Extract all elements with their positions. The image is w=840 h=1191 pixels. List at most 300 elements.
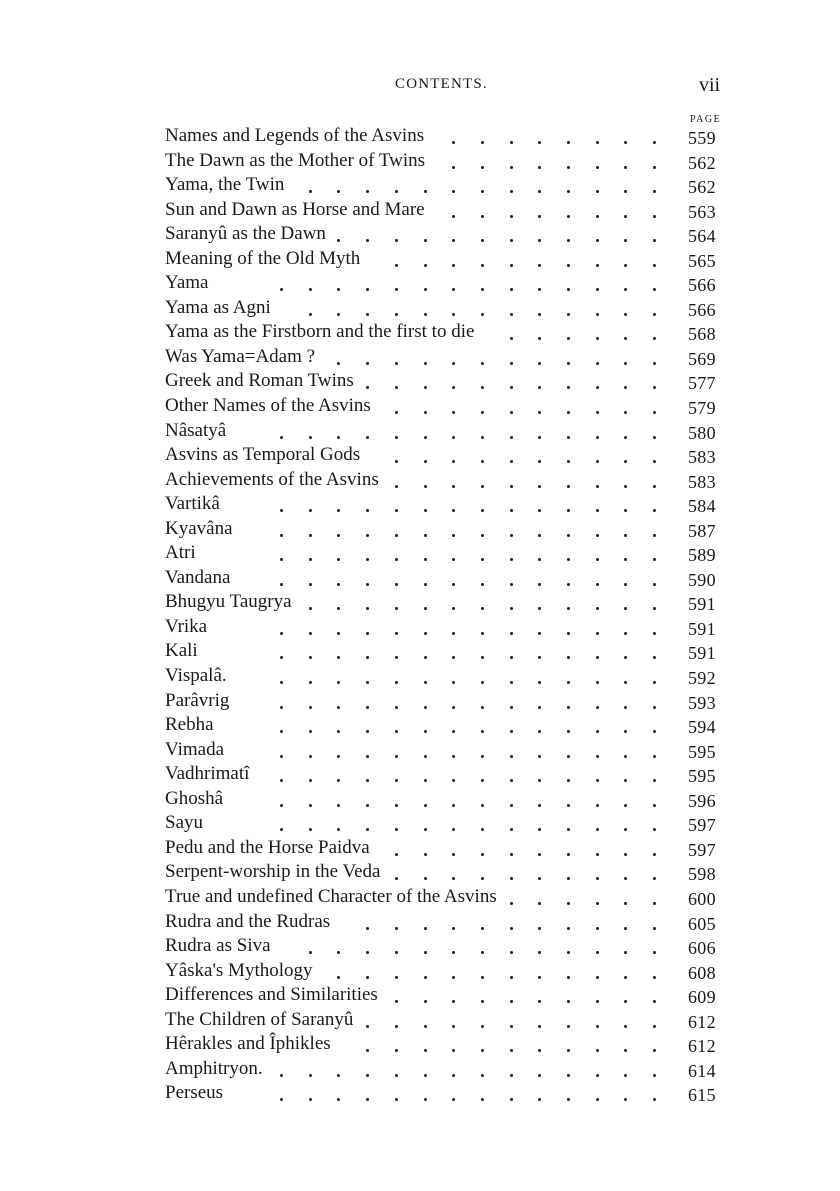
leader-dot <box>366 1049 369 1052</box>
leader-dot <box>452 558 455 561</box>
leader-dot <box>424 927 427 930</box>
leader-dot <box>366 828 369 831</box>
leader-dot <box>481 1000 484 1003</box>
leader-dot <box>452 828 455 831</box>
page-folio: vii <box>699 74 721 96</box>
leader-dot <box>538 215 541 218</box>
toc-entry <box>0 517 840 542</box>
dot-leaders <box>330 443 660 467</box>
leader-dot <box>395 558 398 561</box>
leader-dot <box>280 1074 283 1077</box>
leader-dot <box>653 902 656 905</box>
leader-dot <box>337 1074 340 1077</box>
entry-title: Greek and Roman Twins <box>165 370 354 392</box>
leader-dot <box>280 706 283 709</box>
leader-dot <box>452 976 455 979</box>
leader-dot <box>481 436 484 439</box>
leader-dot <box>366 976 369 979</box>
entry-title: Vispalâ. <box>165 665 227 687</box>
dot-leaders <box>330 1057 660 1081</box>
leader-dot <box>452 583 455 586</box>
leader-dot <box>424 436 427 439</box>
leader-dot <box>653 755 656 758</box>
leader-dot <box>481 1074 484 1077</box>
leader-dot <box>424 485 427 488</box>
leader-dot <box>624 681 627 684</box>
toc-entry <box>0 443 840 468</box>
toc-entry <box>0 959 840 984</box>
leader-dot <box>624 534 627 537</box>
leader-dot <box>624 583 627 586</box>
dot-leaders <box>330 173 660 197</box>
leader-dot <box>653 828 656 831</box>
leader-dot <box>280 804 283 807</box>
leader-dot <box>452 386 455 389</box>
toc-entry <box>0 689 840 714</box>
leader-dot <box>624 239 627 242</box>
leader-dot <box>653 927 656 930</box>
dot-leaders <box>330 271 660 295</box>
dot-leaders <box>330 885 660 909</box>
leader-dot <box>366 632 369 635</box>
leader-dot <box>624 853 627 856</box>
dot-leaders <box>330 517 660 541</box>
leader-dot <box>395 656 398 659</box>
leader-dot <box>395 485 398 488</box>
leader-dot <box>567 730 570 733</box>
leader-dot <box>481 656 484 659</box>
leader-dot <box>452 853 455 856</box>
leader-dot <box>624 1074 627 1077</box>
leader-dot <box>567 1000 570 1003</box>
entry-title: The Dawn as the Mother of Twins <box>165 149 426 171</box>
leader-dot <box>624 1098 627 1101</box>
entry-title: Hêrakles and Îphikles <box>165 1033 331 1055</box>
leader-dot <box>395 1049 398 1052</box>
dot-leaders <box>330 1032 660 1056</box>
leader-dot <box>653 558 656 561</box>
leader-dot <box>538 411 541 414</box>
entry-page-number: 566 <box>688 299 716 320</box>
entry-page-number: 597 <box>688 839 716 860</box>
leader-dot <box>510 1074 513 1077</box>
entry-page-number: 595 <box>688 741 716 762</box>
entry-title: Pedu and the Horse Paidva <box>165 836 370 858</box>
leader-dot <box>624 632 627 635</box>
leader-dot <box>481 828 484 831</box>
leader-dot <box>567 509 570 512</box>
leader-dot <box>624 779 627 782</box>
leader-dot <box>624 460 627 463</box>
leader-dot <box>366 1025 369 1028</box>
leader-dot <box>538 730 541 733</box>
leader-dot <box>424 190 427 193</box>
leader-dot <box>653 337 656 340</box>
leader-dot <box>395 951 398 954</box>
leader-dot <box>337 730 340 733</box>
leader-dot <box>653 411 656 414</box>
leader-dot <box>424 804 427 807</box>
leader-dot <box>596 337 599 340</box>
entry-page-number: 559 <box>688 128 716 148</box>
leader-dot <box>280 656 283 659</box>
entry-title: Serpent-worship in the Veda <box>165 861 381 883</box>
leader-dot <box>395 313 398 316</box>
leader-dot <box>596 656 599 659</box>
leader-dot <box>395 804 398 807</box>
leader-dot <box>567 534 570 537</box>
leader-dot <box>452 1025 455 1028</box>
leader-dot <box>424 264 427 267</box>
leader-dot <box>337 951 340 954</box>
leader-dot <box>510 730 513 733</box>
leader-dot <box>452 1098 455 1101</box>
leader-dot <box>337 828 340 831</box>
leader-dot <box>337 362 340 365</box>
leader-dot <box>395 927 398 930</box>
leader-dot <box>452 632 455 635</box>
dot-leaders <box>330 124 660 148</box>
entry-page-number: 566 <box>688 275 716 296</box>
leader-dot <box>424 1025 427 1028</box>
entry-page-number: 569 <box>688 348 716 369</box>
toc-entry <box>0 345 840 370</box>
leader-dot <box>596 141 599 144</box>
leader-dot <box>567 313 570 316</box>
leader-dot <box>567 1098 570 1101</box>
leader-dot <box>538 877 541 880</box>
leader-dot <box>510 386 513 389</box>
entry-page-number: 564 <box>688 226 716 247</box>
leader-dot <box>424 951 427 954</box>
leader-dot <box>624 141 627 144</box>
leader-dot <box>424 1074 427 1077</box>
toc-entry <box>0 738 840 763</box>
dot-leaders <box>330 689 660 713</box>
leader-dot <box>280 509 283 512</box>
leader-dot <box>567 264 570 267</box>
dot-leaders <box>330 394 660 418</box>
leader-dot <box>567 583 570 586</box>
leader-dot <box>538 1049 541 1052</box>
leader-dot <box>424 607 427 610</box>
leader-dot <box>424 755 427 758</box>
leader-dot <box>653 264 656 267</box>
leader-dot <box>481 141 484 144</box>
leader-dot <box>538 828 541 831</box>
leader-dot <box>452 534 455 537</box>
leader-dot <box>567 828 570 831</box>
leader-dot <box>395 583 398 586</box>
dot-leaders <box>330 811 660 835</box>
leader-dot <box>280 779 283 782</box>
entry-page-number: 606 <box>688 938 716 959</box>
leader-dot <box>538 951 541 954</box>
entry-page-number: 584 <box>688 496 716 517</box>
leader-dot <box>510 632 513 635</box>
leader-dot <box>567 190 570 193</box>
toc-entry <box>0 1032 840 1057</box>
leader-dot <box>624 362 627 365</box>
leader-dot <box>309 607 312 610</box>
leader-dot <box>309 509 312 512</box>
leader-dot <box>538 141 541 144</box>
entry-title: Yama <box>165 272 209 294</box>
entry-title: Parâvrig <box>165 689 230 711</box>
leader-dot <box>395 411 398 414</box>
dot-leaders <box>330 836 660 860</box>
leader-dot <box>452 460 455 463</box>
toc-entry <box>0 468 840 493</box>
dot-leaders <box>330 787 660 811</box>
leader-dot <box>309 656 312 659</box>
leader-dot <box>481 534 484 537</box>
entry-page-number: 608 <box>688 962 716 983</box>
entry-page-number: 590 <box>688 569 716 590</box>
entry-title: Rudra and the Rudras <box>165 910 331 932</box>
leader-dot <box>538 166 541 169</box>
toc-entry <box>0 836 840 861</box>
leader-dot <box>567 485 570 488</box>
leader-dot <box>337 706 340 709</box>
leader-dot <box>567 166 570 169</box>
toc-entry <box>0 320 840 345</box>
leader-dot <box>424 583 427 586</box>
leader-dot <box>567 141 570 144</box>
entry-title: Yâska's Mythology <box>165 959 313 981</box>
leader-dot <box>366 386 369 389</box>
leader-dot <box>395 706 398 709</box>
leader-dot <box>596 1098 599 1101</box>
toc-entry <box>0 934 840 959</box>
leader-dot <box>481 362 484 365</box>
leader-dot <box>452 215 455 218</box>
entry-title: Amphitryon. <box>165 1057 263 1079</box>
leader-dot <box>624 804 627 807</box>
toc-entry <box>0 1008 840 1033</box>
entry-page-number: 562 <box>688 152 716 173</box>
leader-dot <box>653 804 656 807</box>
leader-dot <box>653 485 656 488</box>
leader-dot <box>366 656 369 659</box>
leader-dot <box>309 951 312 954</box>
entry-title: Vrika <box>165 615 208 637</box>
leader-dot <box>395 386 398 389</box>
leader-dot <box>481 190 484 193</box>
leader-dot <box>510 681 513 684</box>
leader-dot <box>481 976 484 979</box>
toc-entry <box>0 394 840 419</box>
dot-leaders <box>330 590 660 614</box>
leader-dot <box>596 166 599 169</box>
leader-dot <box>452 239 455 242</box>
leader-dot <box>452 141 455 144</box>
leader-dot <box>567 288 570 291</box>
leader-dot <box>624 656 627 659</box>
leader-dot <box>538 706 541 709</box>
leader-dot <box>624 877 627 880</box>
leader-dot <box>395 509 398 512</box>
leader-dot <box>596 632 599 635</box>
leader-dot <box>567 436 570 439</box>
toc-entry <box>0 271 840 296</box>
leader-dot <box>510 534 513 537</box>
leader-dot <box>280 436 283 439</box>
dot-leaders <box>330 296 660 320</box>
leader-dot <box>424 1000 427 1003</box>
leader-dot <box>653 215 656 218</box>
leader-dot <box>309 828 312 831</box>
leader-dot <box>366 951 369 954</box>
leader-dot <box>424 681 427 684</box>
leader-dot <box>309 632 312 635</box>
leader-dot <box>624 436 627 439</box>
leader-dot <box>538 976 541 979</box>
leader-dot <box>538 1074 541 1077</box>
leader-dot <box>309 534 312 537</box>
leader-dot <box>337 755 340 758</box>
entry-page-number: 565 <box>688 250 716 271</box>
leader-dot <box>481 509 484 512</box>
leader-dot <box>653 313 656 316</box>
leader-dot <box>309 558 312 561</box>
leader-dot <box>596 558 599 561</box>
leader-dot <box>337 583 340 586</box>
dot-leaders <box>330 1081 660 1105</box>
toc-entry <box>0 247 840 272</box>
leader-dot <box>538 927 541 930</box>
leader-dot <box>481 460 484 463</box>
dot-leaders <box>330 345 660 369</box>
leader-dot <box>481 927 484 930</box>
leader-dot <box>653 1000 656 1003</box>
entry-page-number: 592 <box>688 668 716 689</box>
leader-dot <box>452 927 455 930</box>
leader-dot <box>538 362 541 365</box>
leader-dot <box>424 706 427 709</box>
entry-page-number: 591 <box>688 594 716 615</box>
toc-entry <box>0 713 840 738</box>
leader-dot <box>510 460 513 463</box>
leader-dot <box>567 755 570 758</box>
toc-entry <box>0 885 840 910</box>
leader-dot <box>653 509 656 512</box>
dot-leaders <box>330 713 660 737</box>
leader-dot <box>538 1025 541 1028</box>
leader-dot <box>280 583 283 586</box>
leader-dot <box>567 976 570 979</box>
leader-dot <box>653 239 656 242</box>
leader-dot <box>395 264 398 267</box>
leader-dot <box>596 927 599 930</box>
dot-leaders <box>330 664 660 688</box>
toc-entry <box>0 860 840 885</box>
leader-dot <box>366 927 369 930</box>
leader-dot <box>624 927 627 930</box>
leader-dot <box>567 951 570 954</box>
leader-dot <box>510 583 513 586</box>
leader-dot <box>510 190 513 193</box>
leader-dot <box>538 681 541 684</box>
leader-dot <box>309 681 312 684</box>
leader-dot <box>510 436 513 439</box>
leader-dot <box>481 166 484 169</box>
entry-page-number: 580 <box>688 422 716 443</box>
leader-dot <box>452 656 455 659</box>
leader-dot <box>395 239 398 242</box>
leader-dot <box>366 607 369 610</box>
toc-entry <box>0 910 840 935</box>
toc-entry <box>0 639 840 664</box>
dot-leaders <box>330 198 660 222</box>
leader-dot <box>452 877 455 880</box>
leader-dot <box>624 558 627 561</box>
leader-dot <box>481 1025 484 1028</box>
leader-dot <box>424 534 427 537</box>
leader-dot <box>653 632 656 635</box>
leader-dot <box>653 534 656 537</box>
leader-dot <box>452 436 455 439</box>
leader-dot <box>567 460 570 463</box>
leader-dot <box>510 1049 513 1052</box>
leader-dot <box>337 534 340 537</box>
leader-dot <box>424 632 427 635</box>
leader-dot <box>653 779 656 782</box>
leader-dot <box>309 706 312 709</box>
leader-dot <box>624 313 627 316</box>
leader-dot <box>653 1098 656 1101</box>
entry-title: Kyavâna <box>165 517 233 539</box>
leader-dot <box>624 190 627 193</box>
toc-entry <box>0 762 840 787</box>
leader-dot <box>596 681 599 684</box>
leader-dot <box>309 779 312 782</box>
dot-leaders <box>330 566 660 590</box>
dot-leaders <box>330 492 660 516</box>
toc-entry <box>0 615 840 640</box>
leader-dot <box>395 976 398 979</box>
toc-entry <box>0 149 840 174</box>
leader-dot <box>481 853 484 856</box>
entry-title: Vadhrimatî <box>165 763 250 785</box>
leader-dot <box>395 1098 398 1101</box>
leader-dot <box>280 828 283 831</box>
leader-dot <box>567 411 570 414</box>
leader-dot <box>481 1098 484 1101</box>
dot-leaders <box>330 615 660 639</box>
dot-leaders <box>330 934 660 958</box>
leader-dot <box>567 656 570 659</box>
leader-dot <box>538 485 541 488</box>
leader-dot <box>452 779 455 782</box>
dot-leaders <box>330 738 660 762</box>
dot-leaders <box>330 320 660 344</box>
leader-dot <box>624 828 627 831</box>
leader-dot <box>424 558 427 561</box>
leader-dot <box>538 902 541 905</box>
leader-dot <box>481 681 484 684</box>
entry-page-number: 598 <box>688 864 716 885</box>
entry-title: Atri <box>165 542 196 564</box>
leader-dot <box>481 804 484 807</box>
leader-dot <box>567 1049 570 1052</box>
entry-title: Meaning of the Old Myth <box>165 247 361 269</box>
running-title: CONTENTS. <box>395 76 488 92</box>
leader-dot <box>280 534 283 537</box>
leader-dot <box>596 436 599 439</box>
leader-dot <box>624 288 627 291</box>
leader-dot <box>366 436 369 439</box>
